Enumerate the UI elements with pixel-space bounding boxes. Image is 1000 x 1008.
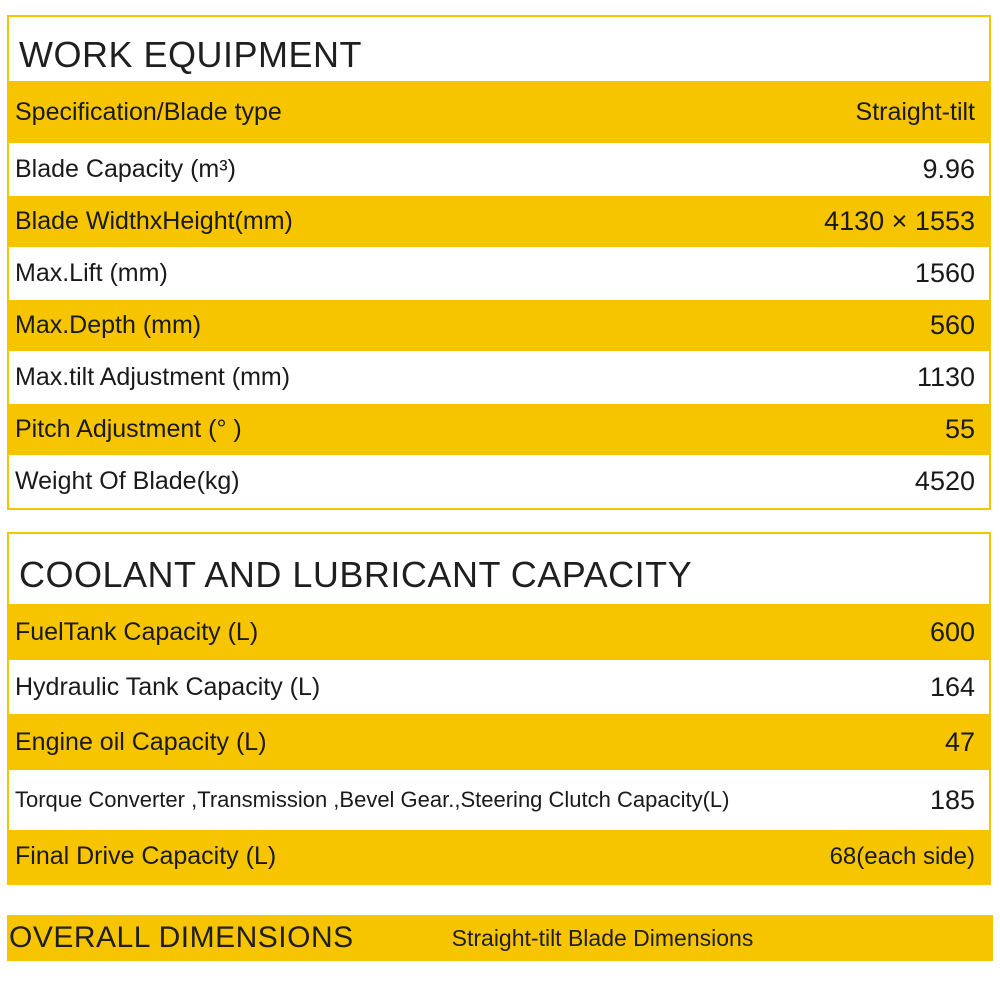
coolant-title: COOLANT AND LUBRICANT CAPACITY <box>19 554 693 595</box>
table-row <box>9 81 989 143</box>
row-label: Max.Depth (mm) <box>15 311 202 339</box>
overall-dimensions-bar <box>7 915 993 961</box>
row-label: Torque Converter ,Transmission ,Bevel Gear.,Steering Clutch Capacity(L) <box>15 787 730 812</box>
row-value: 600 <box>929 616 975 647</box>
row-value: 1560 <box>914 258 975 288</box>
row-label: Engine oil Capacity (L) <box>15 727 267 756</box>
table-row <box>9 351 989 404</box>
work-equipment-title: WORK EQUIPMENT <box>19 34 363 75</box>
row-label: Hydraulic Tank Capacity (L) <box>15 672 321 701</box>
table-row <box>9 714 989 770</box>
row-value: 164 <box>929 671 975 702</box>
row-label: Max.tilt Adjustment (mm) <box>15 363 291 391</box>
overall-dimensions-subtitle: Straight-tilt Blade Dimensions <box>451 924 754 951</box>
row-label: Specification/Blade type <box>15 97 282 126</box>
row-value: 1130 <box>916 362 975 392</box>
row-label: FuelTank Capacity (L) <box>15 617 259 646</box>
row-value: 9.96 <box>922 154 975 184</box>
overall-dimensions-title: OVERALL DIMENSIONS <box>9 921 354 954</box>
row-label: Max.Lift (mm) <box>15 259 168 287</box>
row-value: Straight-tilt <box>855 97 975 126</box>
row-value: 560 <box>929 310 975 340</box>
table-row <box>9 247 989 300</box>
row-label: Pitch Adjustment (° ) <box>15 415 242 443</box>
row-label: Blade WidthxHeight(mm) <box>15 207 293 235</box>
row-value: 68(each side) <box>829 842 975 870</box>
table-row <box>9 455 989 508</box>
table-row <box>9 660 989 714</box>
table-row <box>9 300 989 351</box>
row-label: Blade Capacity (m³) <box>15 155 236 183</box>
row-label: Final Drive Capacity (L) <box>15 842 277 870</box>
row-value: 185 <box>929 784 975 815</box>
table-row <box>9 404 989 455</box>
table-row <box>9 143 989 196</box>
row-value: 55 <box>944 414 975 444</box>
row-value: 4130 × 1553 <box>824 206 975 236</box>
row-value: 4520 <box>914 466 975 496</box>
table-row <box>9 196 989 247</box>
table-row <box>9 770 989 830</box>
table-row <box>9 830 989 883</box>
row-value: 47 <box>944 726 975 757</box>
table-row <box>9 604 989 660</box>
coolant-lubricant-panel <box>7 532 991 885</box>
row-label: Weight Of Blade(kg) <box>15 467 240 495</box>
work-equipment-panel <box>7 15 991 510</box>
